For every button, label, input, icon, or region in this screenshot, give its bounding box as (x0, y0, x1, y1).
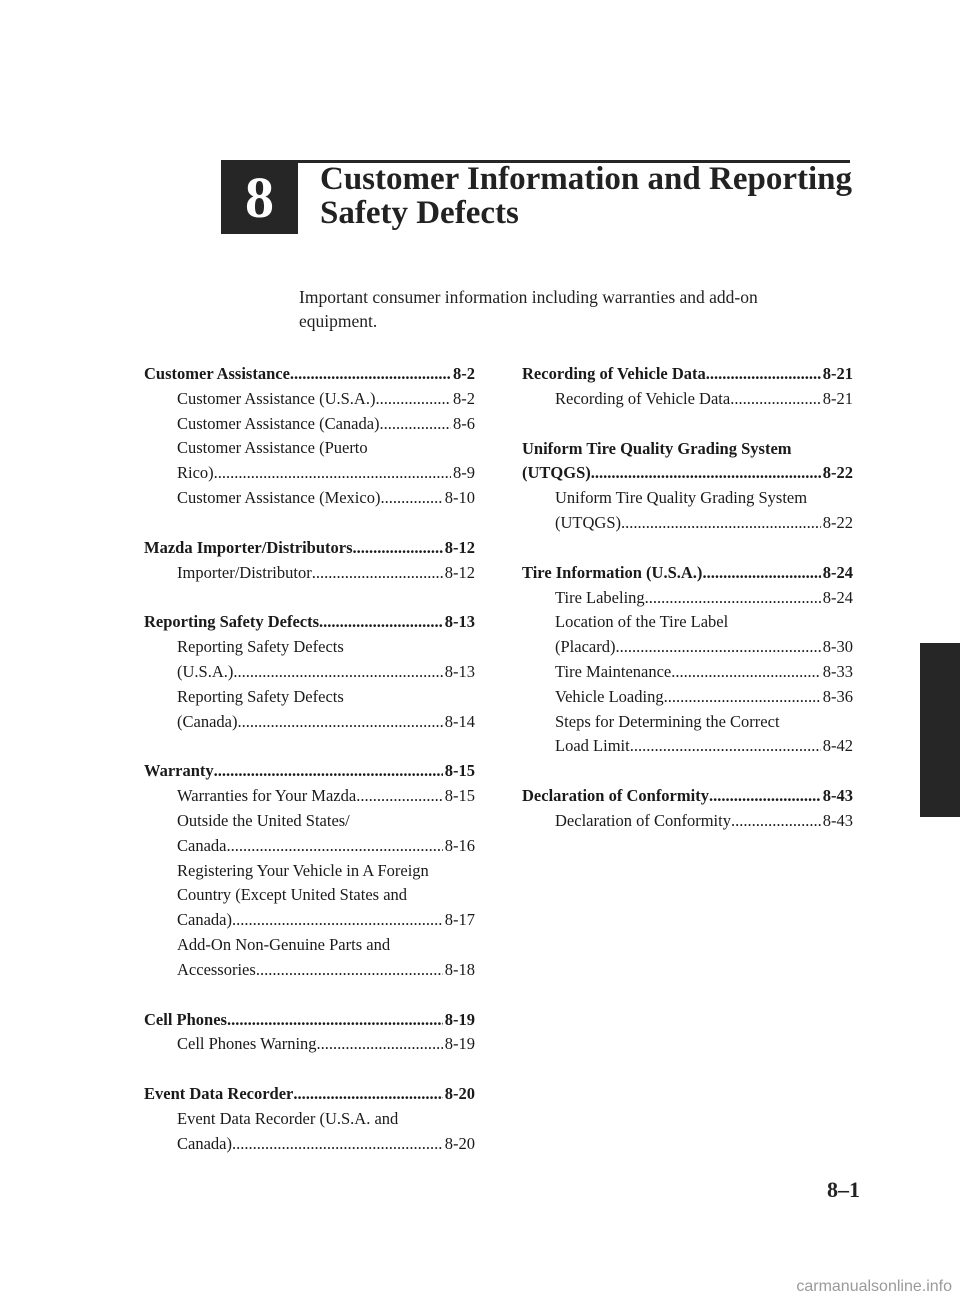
toc-entry-text: Customer Assistance (U.S.A.) (177, 388, 376, 408)
toc-page-number: 8-13 (444, 661, 475, 681)
toc-section-heading[interactable] (522, 784, 853, 809)
toc-section-heading[interactable] (522, 362, 853, 387)
toc-page-number: 8-12 (444, 562, 475, 582)
toc-subentry[interactable] (522, 586, 853, 611)
toc-subentry[interactable] (522, 511, 853, 536)
toc-subentry[interactable] (144, 660, 475, 685)
dot-leader (214, 759, 443, 784)
toc-page-number: 8-15 (444, 761, 475, 781)
toc-entry-text: Cell Phones Warning (177, 1034, 317, 1054)
toc-entry-text: Tire Maintenance (555, 661, 672, 681)
toc-subentry[interactable] (144, 436, 475, 461)
toc-section-heading[interactable] (144, 610, 475, 635)
toc-section-heading[interactable] (144, 1082, 475, 1107)
toc-page-number: 8-22 (822, 512, 853, 532)
toc-right-column (522, 362, 853, 859)
dot-leader (227, 1008, 443, 1033)
toc-page-number: 8-12 (444, 537, 475, 557)
page-number: 8–1 (827, 1177, 860, 1202)
toc-page-number: 8-21 (822, 364, 853, 383)
dot-leader (702, 561, 820, 586)
dot-leader (709, 784, 821, 809)
toc-entry-text: Rico) (177, 463, 214, 483)
toc-subentry[interactable] (144, 461, 475, 486)
toc-page-number: 8-43 (822, 786, 853, 806)
dot-leader (730, 387, 821, 412)
toc-page-number: 8-6 (453, 413, 475, 433)
toc-section (144, 1008, 475, 1058)
toc-entry-text: Steps for Determining the Correct (555, 711, 780, 731)
toc-entry-text: Warranties for Your Mazda (177, 786, 357, 806)
chapter-intro (299, 285, 839, 333)
toc-section (144, 536, 475, 586)
toc-section-heading[interactable] (144, 1008, 475, 1033)
toc-page-number: 8-21 (822, 388, 853, 408)
toc-page-number: 8-17 (444, 910, 475, 930)
dot-leader (214, 461, 451, 486)
toc-page-number: 8-42 (822, 736, 853, 756)
toc-entry-text: Recording of Vehicle Data (555, 388, 731, 408)
toc-subentry[interactable] (522, 685, 853, 710)
toc-subentry[interactable] (144, 387, 475, 412)
chapter-title-line-1: Customer Information and Reporting (320, 161, 852, 197)
toc-entry-text: Customer Assistance (144, 364, 290, 383)
toc-subentry[interactable] (144, 958, 475, 983)
dot-leader (356, 784, 443, 809)
chapter-intro-line-1: Important consumer information including warranties and add-on (299, 287, 758, 307)
toc-page-number: 8-30 (822, 637, 853, 657)
chapter-title (320, 162, 860, 230)
toc-entry-text: Reporting Safety Defects (144, 612, 320, 632)
toc-subentry[interactable] (144, 1132, 475, 1157)
dot-leader (256, 958, 443, 983)
toc-subentry[interactable] (144, 685, 475, 710)
toc-subentry[interactable] (144, 1107, 475, 1132)
dot-leader (226, 834, 442, 859)
toc-entry-text: Declaration of Conformity (522, 786, 709, 806)
toc-entry-text: Outside the United States/ (177, 810, 350, 830)
toc-subentry[interactable] (144, 859, 475, 884)
toc-entry-text: Tire Labeling (555, 587, 645, 607)
toc-entry-text: Canada (177, 835, 227, 855)
toc-entry-text: Registering Your Vehicle in A Foreign (177, 860, 429, 880)
toc-entry-text: Mazda Importer/Distributors (144, 537, 353, 557)
toc-subentry[interactable] (522, 610, 853, 635)
toc-subentry[interactable] (144, 635, 475, 660)
toc-page-number: 8-20 (444, 1084, 475, 1104)
toc-page-number: 8-33 (822, 661, 853, 681)
dot-leader (591, 461, 821, 486)
toc-page-number: 8-19 (444, 1009, 475, 1029)
toc-subentry[interactable] (144, 908, 475, 933)
toc-section (144, 610, 475, 734)
toc-entry-text: Warranty (144, 761, 214, 781)
toc-page-number: 8-2 (453, 364, 475, 383)
dot-leader (380, 486, 442, 511)
dot-leader (630, 734, 821, 759)
toc-section (144, 1082, 475, 1156)
toc-page-number: 8-16 (444, 835, 475, 855)
dot-leader (375, 387, 451, 412)
toc-section-heading[interactable] (144, 362, 475, 387)
toc-entry-text: Load Limit (555, 736, 630, 756)
toc-entry-text: (Placard) (555, 637, 616, 657)
toc-page-number: 8-18 (444, 959, 475, 979)
toc-entry-text: (U.S.A.) (177, 661, 234, 681)
toc-subentry[interactable] (144, 933, 475, 958)
dot-leader (237, 710, 442, 735)
dot-leader (706, 362, 821, 387)
toc-page-number: 8-22 (822, 463, 853, 483)
toc-entry-text: Customer Assistance (Canada) (177, 413, 380, 433)
toc-subentry[interactable] (144, 784, 475, 809)
watermark: carmanualsonline.info (796, 1278, 952, 1295)
toc-entry-text: Tire Information (U.S.A.) (522, 562, 703, 582)
toc-entry-text: Add-On Non-Genuine Parts and (177, 934, 391, 954)
toc-entry-text: Customer Assistance (Mexico) (177, 487, 381, 507)
toc-subentry[interactable] (522, 734, 853, 759)
toc-section-heading[interactable] (144, 536, 475, 561)
toc-subentry[interactable] (144, 561, 475, 586)
toc-section (144, 362, 475, 511)
toc-page-number: 8-13 (444, 612, 475, 632)
dot-leader (664, 685, 821, 710)
dot-leader (380, 412, 451, 437)
toc-page-number: 8-24 (822, 562, 853, 582)
toc-subentry[interactable] (144, 809, 475, 834)
toc-entry-text: Country (Except United States and (177, 885, 408, 905)
dot-leader (312, 561, 443, 586)
toc-page-number: 8-9 (453, 463, 475, 483)
dot-leader (233, 660, 442, 685)
toc-entry-text: Uniform Tire Quality Grading System (555, 488, 808, 508)
toc-entry-text: Importer/Distributor (177, 562, 312, 582)
toc-entry-text: (Canada) (177, 711, 238, 731)
toc-subentry[interactable] (522, 660, 853, 685)
dot-leader (232, 1132, 443, 1157)
dot-leader (615, 635, 820, 660)
toc-entry-text: Cell Phones (144, 1009, 227, 1029)
toc-entry-text: Declaration of Conformity (555, 810, 731, 830)
chapter-title-line-2: Safety Defects (320, 195, 519, 231)
toc-page-number: 8-14 (444, 711, 475, 731)
toc-page-number: 8-20 (444, 1133, 475, 1153)
toc-page-number: 8-15 (444, 786, 475, 806)
toc-section (522, 437, 853, 536)
toc-entry-text: (UTQGS) (555, 512, 621, 532)
toc-subentry[interactable] (522, 387, 853, 412)
chapter-number-badge: 8 (221, 160, 298, 234)
toc-page-number: 8-19 (444, 1034, 475, 1054)
toc-entry-text: (UTQGS) (522, 463, 591, 483)
toc-subentry[interactable] (522, 710, 853, 735)
toc-page-number: 8-36 (822, 686, 853, 706)
dot-leader (621, 511, 821, 536)
toc-subentry[interactable] (522, 809, 853, 834)
toc-subentry[interactable] (144, 1032, 475, 1057)
toc-page-number: 8-43 (822, 810, 853, 830)
toc-page-number: 8-24 (822, 587, 853, 607)
toc-entry-text: Location of the Tire Label (555, 612, 729, 632)
chapter-intro-line-2: equipment. (299, 311, 378, 331)
toc-subentry[interactable] (522, 635, 853, 660)
toc-section (144, 759, 475, 982)
chapter-side-tab (920, 643, 960, 817)
toc-entry-text: Event Data Recorder (144, 1084, 294, 1104)
dot-leader (671, 660, 821, 685)
dot-leader (293, 1082, 442, 1107)
toc-entry-text: Reporting Safety Defects (177, 686, 344, 706)
toc-section-heading[interactable] (522, 461, 853, 486)
dot-leader (319, 610, 443, 635)
toc-entry-text: Customer Assistance (Puerto (177, 438, 368, 458)
toc-subentry[interactable] (144, 710, 475, 735)
dot-leader (232, 908, 443, 933)
dot-leader (317, 1032, 443, 1057)
dot-leader (290, 362, 451, 387)
toc-subentry[interactable] (144, 486, 475, 511)
dot-leader (731, 809, 821, 834)
toc-entry-text: Recording of Vehicle Data (522, 364, 706, 383)
toc-entry-text: Accessories (177, 959, 256, 979)
toc-section-heading[interactable] (144, 759, 475, 784)
toc-subentry[interactable] (522, 486, 853, 511)
toc-entry-text: Reporting Safety Defects (177, 637, 344, 657)
toc-subentry[interactable] (144, 834, 475, 859)
toc-section (522, 784, 853, 834)
toc-entry-text: Event Data Recorder (U.S.A. and (177, 1108, 399, 1128)
toc-entry-text: Vehicle Loading (555, 686, 664, 706)
toc-page-number: 8-2 (453, 388, 475, 408)
toc-entry-text: Canada) (177, 1133, 232, 1153)
toc-section-heading[interactable] (522, 561, 853, 586)
toc-subentry[interactable] (144, 883, 475, 908)
toc-entry-text: Canada) (177, 910, 232, 930)
toc-section (522, 362, 853, 412)
toc-section (522, 561, 853, 759)
toc-page-number: 8-10 (444, 487, 475, 507)
dot-leader (353, 536, 443, 561)
dot-leader (645, 586, 821, 611)
toc-left-column (144, 362, 475, 1182)
toc-section-heading[interactable] (522, 437, 853, 462)
toc-subentry[interactable] (144, 412, 475, 437)
toc-entry-text: Uniform Tire Quality Grading System (522, 438, 792, 458)
